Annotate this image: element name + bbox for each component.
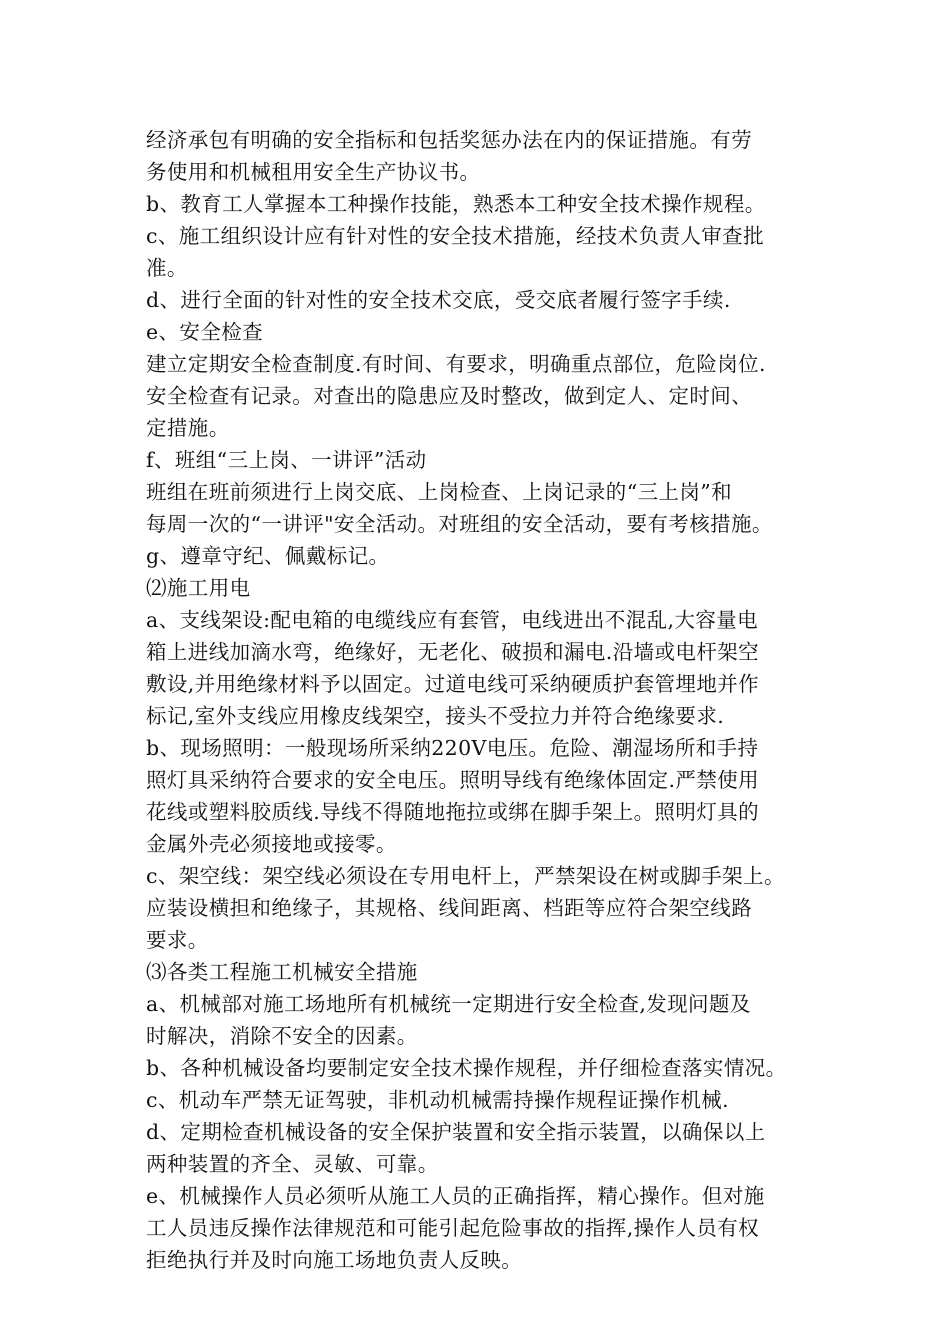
text-line: b、教育工人掌握本工种操作技能，熟悉本工种安全技术操作规程。 (146, 192, 766, 216)
text-line: f、班组“三上岗、一讲评”活动 (146, 448, 427, 472)
text-line: c、施工组织设计应有针对性的安全技术措施，经技术负责人审查批 (146, 224, 764, 248)
text-line: 标记,室外支线应用橡皮线架空，接头不受拉力并符合绝缘要求. (146, 704, 725, 728)
text-line: 工人员违反操作法律规范和可能引起危险事故的指挥,操作人员有权 (146, 1216, 760, 1240)
text-line: 金属外壳必须接地或接零。 (146, 832, 397, 856)
text-line: 应装设横担和绝缘子，其规格、线间距离、档距等应符合架空线路 (146, 896, 753, 920)
text-line: 安全检查有记录。对查出的隐患应及时整改，做到定人、定时间、 (146, 384, 753, 408)
text-line: 班组在班前须进行上岗交底、上岗检查、上岗记录的“三上岗”和 (146, 480, 733, 504)
text-line: e、机械操作人员必须听从施工人员的正确指挥，精心操作。但对施 (146, 1184, 765, 1208)
document-body (146, 124, 826, 1276)
text-line: ⑶各类工程施工机械安全措施 (146, 960, 418, 984)
text-line: 定措施。 (146, 416, 230, 440)
text-line: 照灯具采纳符合要求的安全电压。照明导线有绝缘体固定.严禁使用 (146, 768, 760, 792)
text-line: d、进行全面的针对性的安全技术交底，受交底者履行签字手续. (146, 288, 731, 312)
text-line: b、现场照明：一般现场所采纳220V电压。危险、潮湿场所和手持 (146, 736, 759, 760)
text-line: c、架空线：架空线必须设在专用电杆上，严禁架设在树或脚手架上。 (146, 864, 785, 888)
text-line: 拒绝执行并及时向施工场地负责人反映。 (146, 1248, 523, 1272)
text-line: 经济承包有明确的安全指标和包括奖惩办法在内的保证措施。有劳 (146, 128, 753, 152)
text-line: a、机械部对施工场地所有机械统一定期进行安全检查,发现问题及 (146, 992, 751, 1016)
text-line: b、各种机械设备均要制定安全技术操作规程，并仔细检查落实情况。 (146, 1056, 787, 1080)
text-line: 每周一次的“一讲评"安全活动。对班组的安全活动，要有考核措施。 (146, 512, 773, 536)
text-line: g、遵章守纪、佩戴标记。 (146, 544, 390, 568)
text-line: 建立定期安全检查制度.有时间、有要求，明确重点部位，危险岗位. (146, 352, 766, 376)
text-line: e、安全检查 (146, 320, 264, 344)
text-line: 准。 (146, 256, 188, 280)
text-line: a、支线架设:配电箱的电缆线应有套管，电线进出不混乱,大容量电 (146, 608, 759, 632)
text-line: 务使用和机械租用安全生产协议书。 (146, 160, 481, 184)
text-line: 要求。 (146, 928, 209, 952)
text-line: 花线或塑料胶质线.导线不得随地拖拉或绑在脚手架上。照明灯具的 (146, 800, 760, 824)
text-line: 两种装置的齐全、灵敏、可靠。 (146, 1152, 439, 1176)
text-line: 时解决，消除不安全的因素。 (146, 1024, 418, 1048)
text-line: 敷设,并用绝缘材料予以固定。过道电线可采纳硬质护套管埋地并作 (146, 672, 760, 696)
text-line: 箱上进线加滴水弯，绝缘好，无老化、破损和漏电.沿墙或电杆架空 (146, 640, 760, 664)
text-line: ⑵施工用电 (146, 576, 251, 600)
text-line: c、机动车严禁无证驾驶，非机动机械需持操作规程证操作机械. (146, 1088, 730, 1112)
text-line: d、定期检查机械设备的安全保护装置和安全指示装置，以确保以上 (146, 1120, 766, 1144)
